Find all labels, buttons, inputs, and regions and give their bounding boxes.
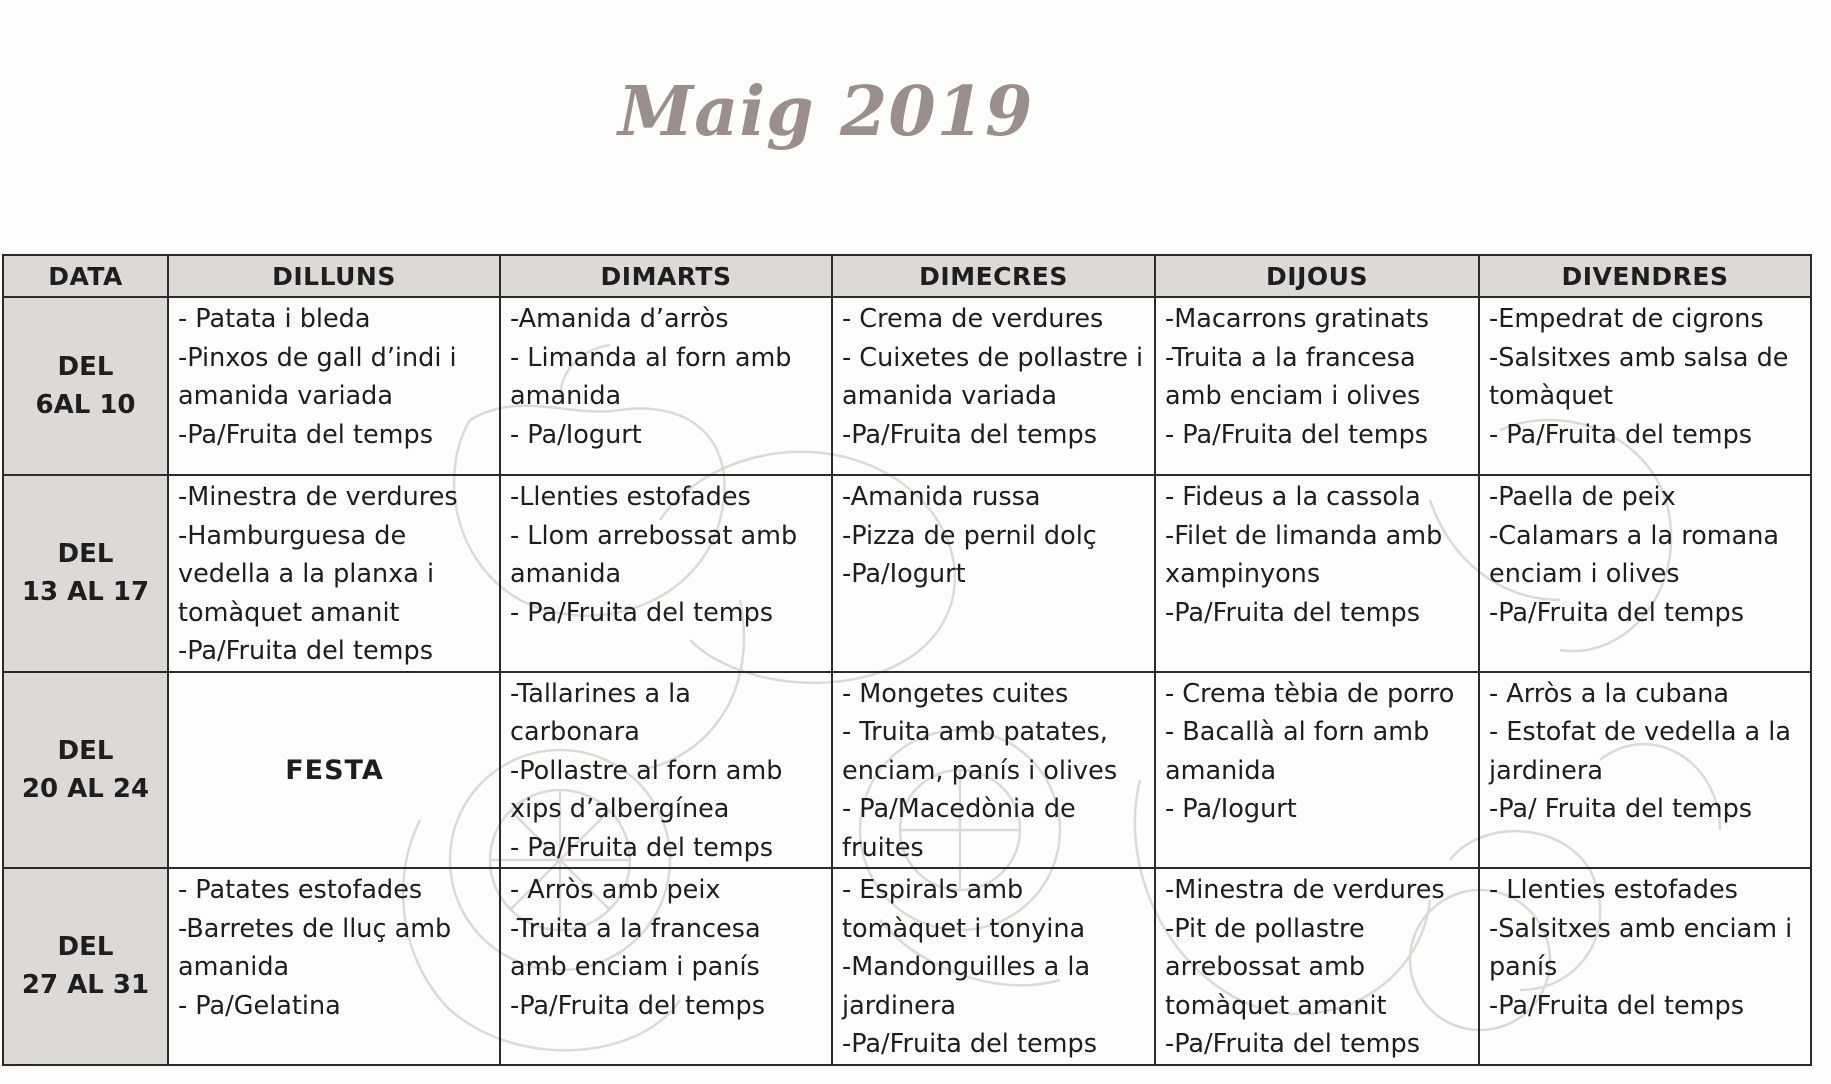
menu-cell-dimarts [500,868,832,1065]
menu-cell-dilluns [168,297,500,475]
dish-item: -Truita a la francesa amb enciam i panís [510,913,761,982]
dish-item: -Salsitxes amb enciam i panís [1489,913,1793,982]
dish-item: - Pa/Fruita del temps [510,832,774,863]
dish-item: -Pizza de pernil dolç [842,520,1097,551]
dish-item: - Limanda al forn amb amanida [510,342,792,411]
week-date-cell [3,475,168,672]
menu-cell-dilluns [168,475,500,672]
week-date-cell [3,868,168,1065]
menu-cell-divendres [1479,475,1811,672]
dish-item: -Barretes de lluç amb amanida [178,913,452,982]
header-data: DATA [3,255,168,297]
dish-item: - Crema de verdures [842,304,1104,334]
dish-item: - Pa/Fruita del temps [510,597,774,628]
dish-item: - Pa/Iogurt [1165,794,1297,824]
week-date-cell [3,297,168,475]
menu-title [0,72,1831,162]
dish-item: - Arròs amb peix [510,875,721,905]
menu-cell-dijous [1155,475,1479,672]
dish-item: - Crema tèbia de porro [1165,678,1455,709]
dish-item: -Pa/Fruita del temps [842,419,1097,450]
menu-cell-dimecres [832,475,1155,672]
title-year: 2019 [840,72,1034,152]
menu-cell-dijous [1155,672,1479,869]
menu-cell-dimecres [832,868,1155,1065]
date-range: 13 AL 17 [21,577,150,608]
dish-item: -Salsitxes amb salsa de tomàquet [1489,342,1789,411]
dish-item: -Pa/Fruita del temps [510,990,765,1021]
dish-item: - Pa/Gelatina [178,990,341,1021]
date-label: DEL [57,735,114,766]
dish-item: -Pa/Fruita del temps [1165,597,1420,628]
dish-item: - Cuixetes de pollastre i amanida variada [842,342,1144,411]
dish-item: -Pa/Fruita del temps [1489,990,1744,1021]
dish-item: - Fideus a la cassola [1165,482,1421,512]
dish-item: -Macarrons gratinats [1165,304,1430,334]
dish-item: - Patates estofades [178,875,423,905]
week-row-2 [3,475,1811,672]
dish-item: -Amanida russa [842,482,1041,512]
dish-item: -Pa/Fruita del temps [178,419,433,450]
dish-item: - Llenties estofades [1489,875,1738,905]
dish-item: -Llenties estofades [510,482,751,512]
dish-item: - Pa/Fruita del temps [1165,419,1429,450]
dish-item: -Hamburguesa de vedella a la planxa i tomàquet amanit [178,520,435,628]
menu-cell-dimarts [500,672,832,869]
date-label: DEL [57,352,114,382]
menu-cell-dimecres [832,297,1155,475]
dish-item: -Tallarines a la carbonara [510,678,691,747]
dish-item: - Estofat de vedella a la jardinera [1489,717,1791,786]
dish-item: - Mongetes cuites [842,678,1069,709]
dish-item: -Pa/ Fruita del temps [1489,794,1753,824]
dish-item: -Pa/Fruita del temps [178,636,433,666]
dish-item: -Paella de peix [1489,482,1676,512]
menu-cell-divendres [1479,297,1811,475]
dish-item: - Arròs a la cubana [1489,678,1730,709]
header-divendres: DIVENDRES [1479,255,1811,297]
dish-item: -Mandonguilles a la jardinera [842,952,1091,1021]
dish-item: -Pa/Fruita del temps [1489,597,1744,628]
week-date-cell [3,672,168,869]
date-range: 6AL 10 [35,390,136,420]
festa-cell: FESTA [168,672,500,869]
dish-item: - Pa/Macedònia de fruites [842,794,1076,863]
menu-cell-divendres [1479,672,1811,869]
dish-item: -Pa/Fruita del temps [1165,1029,1420,1059]
header-row [3,255,1811,297]
week-row-1 [3,297,1811,475]
header-dimarts: DIMARTS [500,255,832,297]
dish-item: -Truita a la francesa amb enciam i olives [1165,342,1421,411]
dish-item: -Calamars a la romana enciam i olives [1489,520,1780,589]
menu-cell-dilluns [168,868,500,1065]
menu-cell-dimecres [832,672,1155,869]
menu-cell-dimarts [500,297,832,475]
dish-item: -Pinxos de gall d’indi i amanida variada [178,342,457,411]
date-label: DEL [57,539,114,570]
dish-item: -Amanida d’arròs [510,304,729,334]
menu-cell-divendres [1479,868,1811,1065]
dish-item: -Filet de limanda amb xampinyons [1165,520,1443,589]
date-label: DEL [57,932,114,963]
dish-item: -Minestra de verdures [1165,875,1445,905]
dish-item: -Pit de pollastre arrebossat amb tomàquet amanit [1165,913,1387,1021]
date-range: 27 AL 31 [21,970,150,1001]
dish-item: -Pa/Fruita del temps [842,1029,1097,1059]
date-range: 20 AL 24 [21,773,150,804]
menu-cell-dijous [1155,868,1479,1065]
dish-item: - Llom arrebossat amb amanida [510,520,798,589]
dish-item: -Pa/Iogurt [842,559,966,589]
dish-item: - Pa/Fruita del temps [1489,419,1753,450]
header-dilluns: DILLUNS [168,255,500,297]
dish-item: -Minestra de verdures [178,482,458,512]
dish-item: - Pa/Iogurt [510,419,642,450]
header-dimecres: DIMECRES [832,255,1155,297]
dish-item: - Espirals amb tomàquet i tonyina [842,875,1086,944]
dish-item: - Truita amb patates, enciam, panís i olives [842,717,1118,786]
header-dijous: DIJOUS [1155,255,1479,297]
week-row-3 [3,672,1811,869]
dish-item: -Empedrat de cigrons [1489,304,1764,334]
menu-cell-dimarts [500,475,832,672]
dish-item: -Pollastre al forn amb xips d’albergínea [510,755,783,824]
dish-item: - Bacallà al forn amb amanida [1165,717,1430,786]
menu-table [2,254,1812,1066]
dish-item: - Patata i bleda [178,304,371,334]
menu-cell-dijous [1155,297,1479,475]
title-month: Maig [618,72,815,152]
week-row-4 [3,868,1811,1065]
